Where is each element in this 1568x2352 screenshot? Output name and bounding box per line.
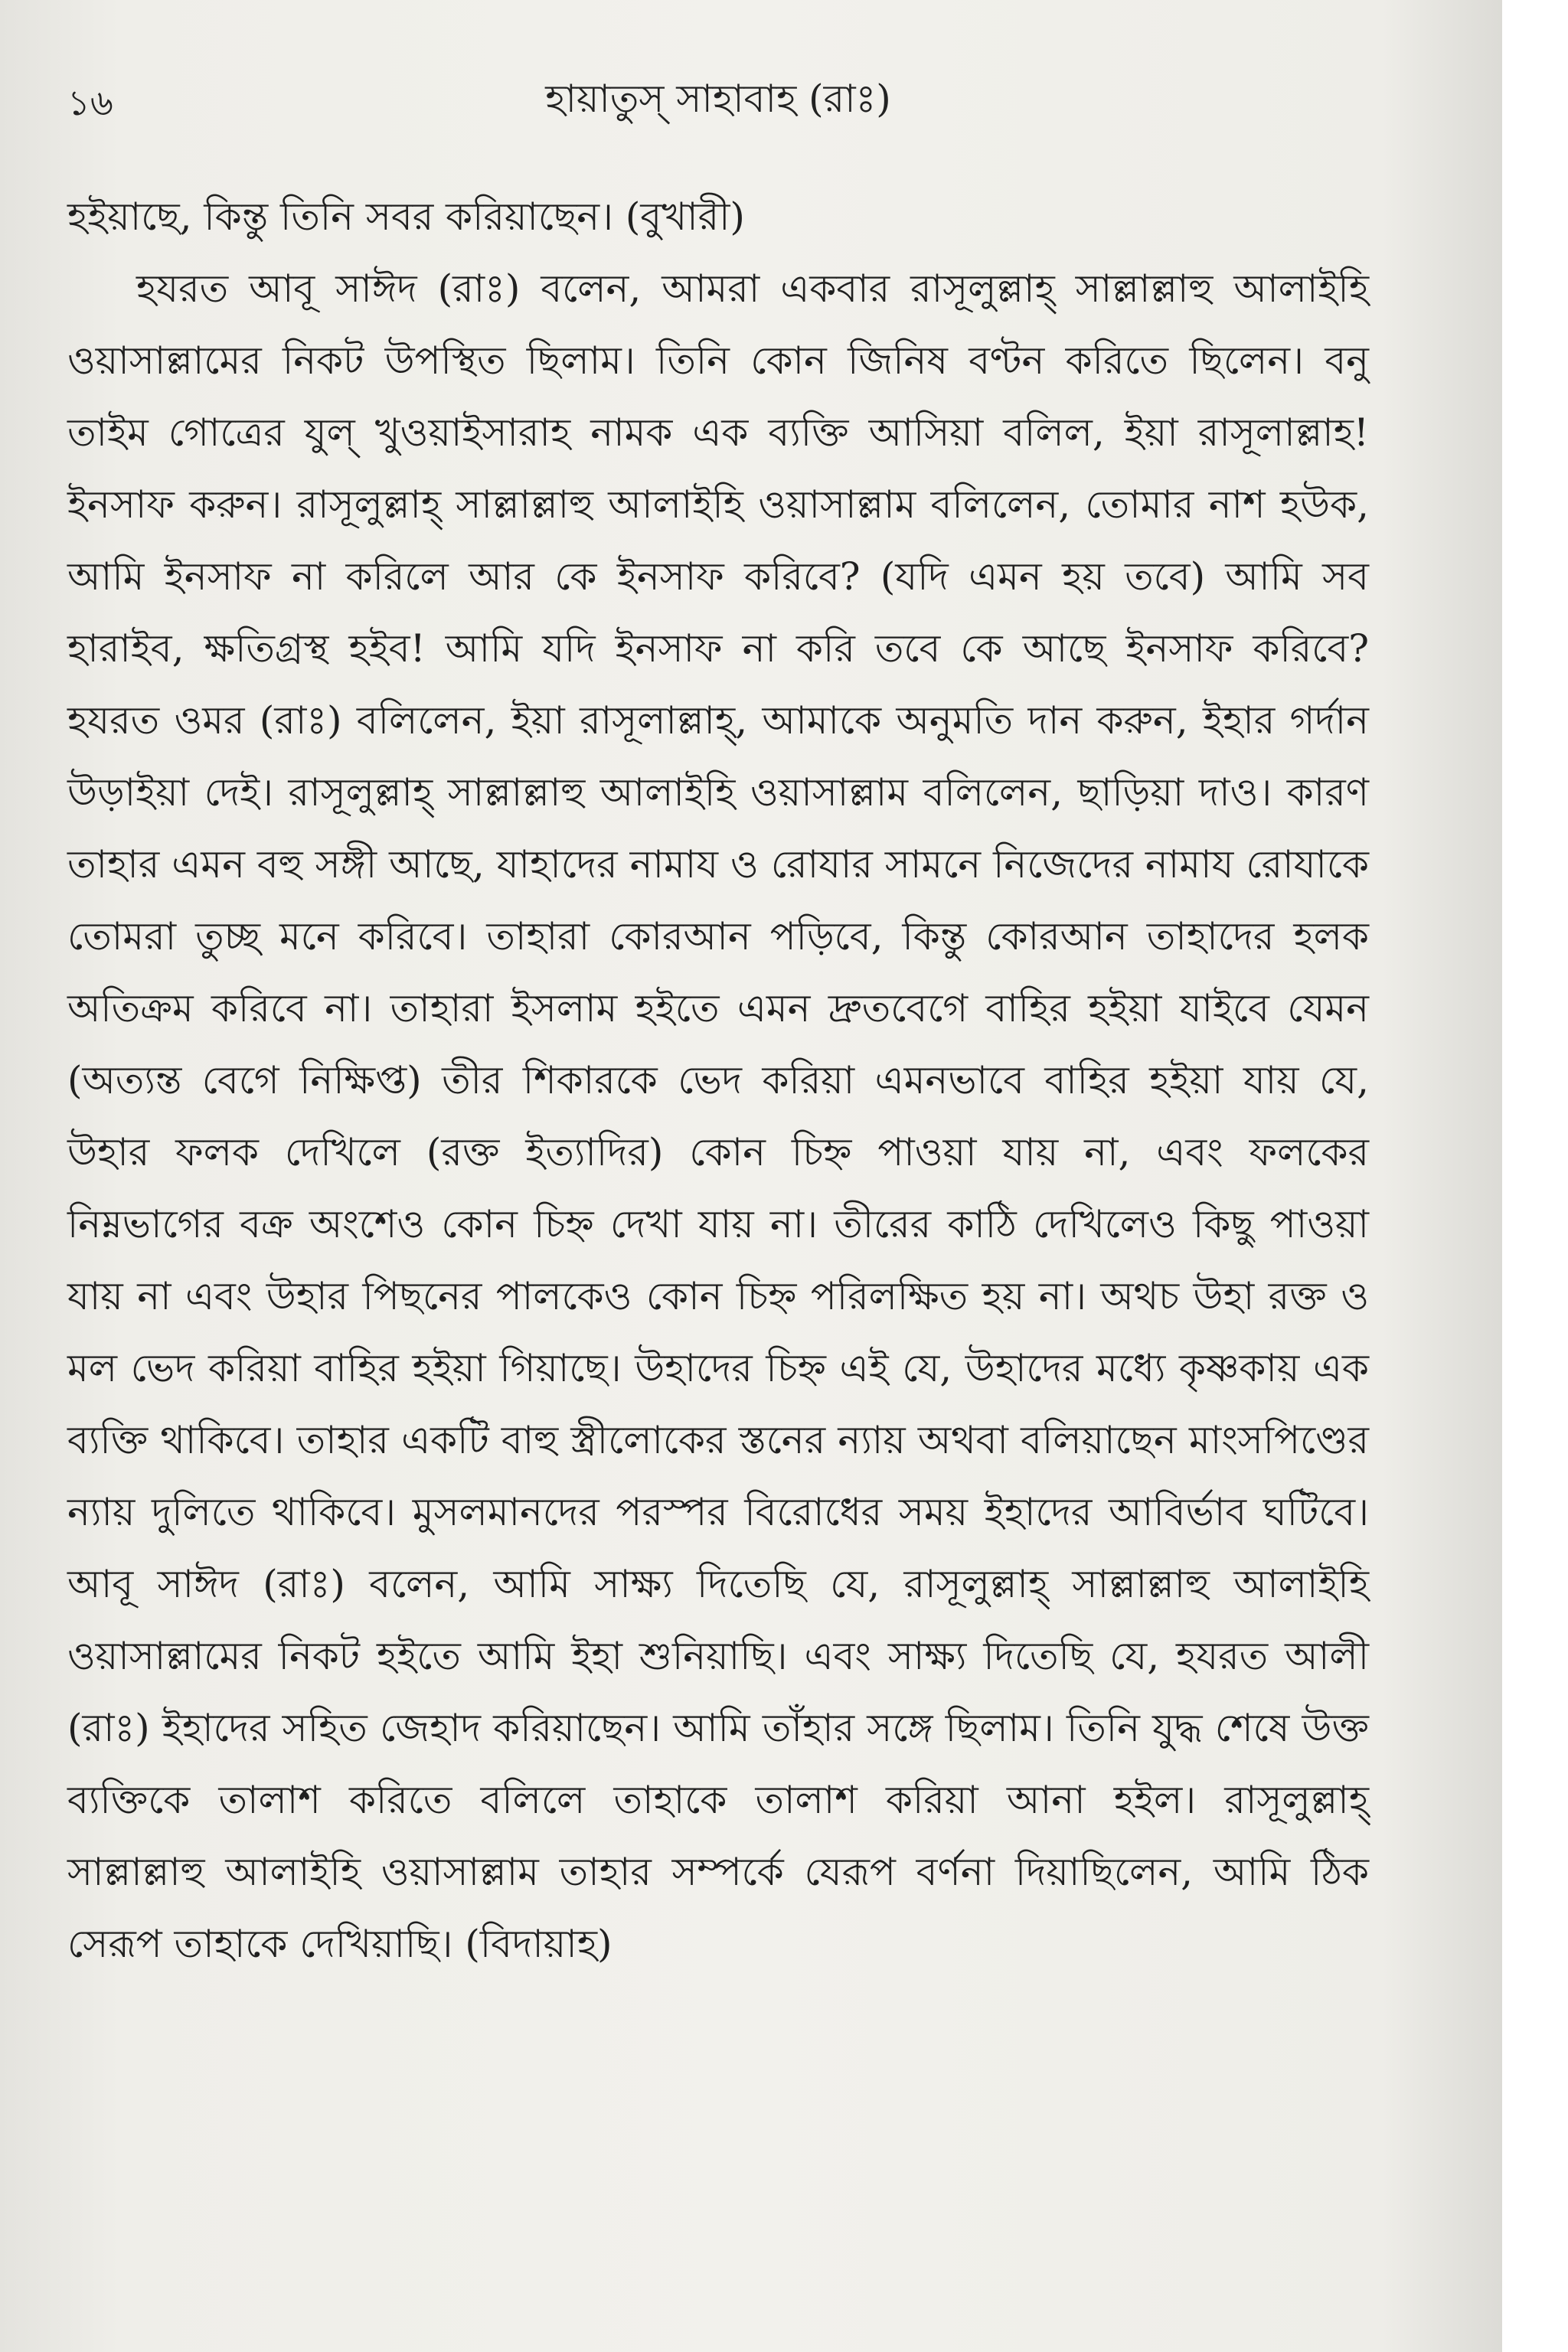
running-title: হায়াতুস্ সাহাবাহ (রাঃ) bbox=[545, 77, 891, 121]
page-header bbox=[67, 70, 1369, 132]
page-number: ১৬ bbox=[67, 82, 113, 123]
paragraph-hadith: হযরত আবূ সাঈদ (রাঃ) বলেন, আমরা একবার রাসূলুল্লাহ্ সাল্লাল্লাহু আলাইহি ওয়াসাল্লামের নিকট উপস্থিত ছিলাম। তিনি কোন জিনিষ বণ্টন করিতে ছিলেন। বনু তাইম গোত্রের যুল্ খুওয়াইসারাহ নামক এক ব্যক্তি আসিয়া বলিল, ইয়া রাসূলাল্লাহ! ইনসাফ করুন। রাসূলুল্লাহ্ সাল্লাল্লাহু আলাইহি ওয়াসাল্লাম বলিলেন, তোমার নাশ হউক, আমি ইনসাফ না করিলে আর কে ইনসাফ করিবে? (যদি এমন হয় তবে) আমি সব হারাইব, ক্ষতিগ্রস্থ হইব! আমি যদি ইনসাফ না করি তবে কে আছে ইনসাফ করিবে? হযরত ওমর (রাঃ) বলিলেন, ইয়া রাসূলাল্লাহ্, আমাকে অনুমতি দান করুন, ইহার গর্দান উড়াইয়া দেই। রাসূলুল্লাহ্ সাল্লাল্লাহু আলাইহি ওয়াসাল্লাম বলিলেন, ছাড়িয়া দাও। কারণ তাহার এমন বহু সঙ্গী আছে, যাহাদের নামায ও রোযার সামনে নিজেদের নামায রোযাকে তোমরা তুচ্ছ মনে করিবে। তাহারা কোরআন পড়িবে, কিন্তু কোরআন তাহাদের হলক অতিক্রম করিবে না। তাহারা ইসলাম হইতে এমন দ্রুতবেগে বাহির হইয়া যাইবে যেমন (অত্যন্ত বেগে নিক্ষিপ্ত) তীর শিকারকে ভেদ করিয়া এমনভাবে বাহির হইয়া যায় যে, উহার ফলক দেখিলে (রক্ত ইত্যাদির) কোন চিহ্ন পাওয়া যায় না, এবং ফলকের নিম্নভাগের বক্র অংশেও কোন চিহ্ন দেখা যায় না। তীরের কাঠি দেখিলেও কিছু পাওয়া যায় না এবং উহার পিছনের পালকেও কোন চিহ্ন পরিলক্ষিত হয় না। অথচ উহা রক্ত ও মল ভেদ করিয়া বাহির হইয়া গিয়াছে। উহাদের চিহ্ন এই যে, উহাদের মধ্যে কৃষ্ণকায় এক ব্যক্তি থাকিবে। তাহার একটি বাহু স্ত্রীলোকের স্তনের ন্যায় অথবা বলিয়াছেন মাংসপিণ্ডের ন্যায় দুলিতে থাকিবে। মুসলমানদের পরস্পর বিরোধের সময় ইহাদের আবির্ভাব ঘটিবে। আবূ সাঈদ (রাঃ) বলেন, আমি সাক্ষ্য দিতেছি যে, রাসূলুল্লাহ্ সাল্লাল্লাহু আলাইহি ওয়াসাল্লামের নিকট হইতে আমি ইহা শুনিয়াছি। এবং সাক্ষ্য দিতেছি যে, হযরত আলী (রাঃ) ইহাদের সহিত জেহাদ করিয়াছেন। আমি তাঁহার সঙ্গে ছিলাম। তিনি যুদ্ধ শেষে উক্ত ব্যক্তিকে তালাশ করিতে বলিলে তাহাকে তালাশ করিয়া আনা হইল। রাসূলুল্লাহ্ সাল্লাল্লাহু আলাইহি ওয়াসাল্লাম তাহার সম্পর্কে যেরূপ বর্ণনা দিয়াছিলেন, আমি ঠিক সেরূপ তাহাকে দেখিয়াছি। (বিদায়াহ) bbox=[67, 266, 1369, 1966]
scan-margin bbox=[1502, 0, 1568, 2352]
body-text bbox=[67, 181, 1369, 1980]
paragraph-continuation: হইয়াছে, কিন্তু তিনি সবর করিয়াছেন। (বুখারী) bbox=[67, 194, 745, 239]
